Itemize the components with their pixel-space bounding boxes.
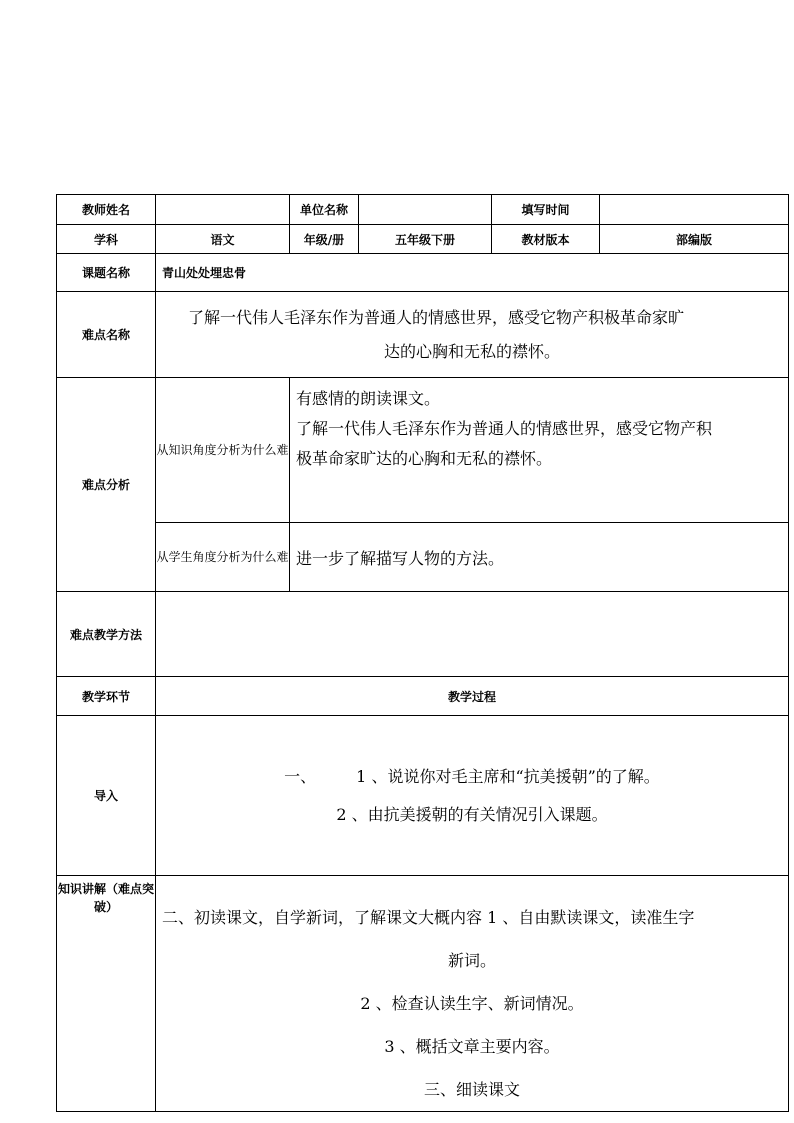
knowledge-line-1: 有感情的朗读课文。 [296,389,441,408]
difficulty-row [57,292,789,378]
explain-line-3: 2 、检查认读生字、新词情况。 [360,994,584,1013]
process-header-row [57,677,789,716]
edition-value: 部编版 [600,225,789,254]
fill-time-value [600,195,789,225]
explain-content [156,876,789,1112]
lesson-title-value: 青山处处埋忠骨 [156,254,789,292]
intro-label: 导入 [57,716,156,876]
subject-value: 语文 [156,225,290,254]
subject-label: 学科 [57,225,156,254]
header-row-2 [57,225,789,254]
teacher-name-value [156,195,290,225]
edition-label: 教材版本 [492,225,600,254]
analysis-knowledge-row [57,378,789,523]
intro-line-2: 2 、由抗美援朝的有关情况引入课题。 [336,804,608,824]
intro-line-1: 一、 1 、说说你对毛主席和“抗美援朝”的了解。 [284,766,660,786]
unit-name-label: 单位名称 [290,195,359,225]
explain-line-5: 三、细读课文 [423,1080,520,1099]
knowledge-line-2: 了解一代伟人毛泽东作为普通人的情感世界，感受它物产积 [296,419,713,438]
method-label: 难点教学方法 [57,592,156,677]
analysis-student-row [57,523,789,592]
difficulty-content [156,292,789,378]
process-header-label: 教学过程 [156,677,789,716]
knowledge-angle-content [290,378,789,523]
knowledge-line-3: 极革命家旷达的心胸和无私的襟怀。 [296,449,553,468]
stage-header-label: 教学环节 [57,677,156,716]
method-row [57,592,789,677]
teacher-name-label: 教师姓名 [57,195,156,225]
lesson-title-label: 课题名称 [57,254,156,292]
knowledge-angle-label: 从知识角度分析为什么难 [156,378,290,523]
student-angle-content: 进一步了解描写人物的方法。 [290,523,789,592]
lesson-plan-table [56,194,789,1112]
intro-row [57,716,789,876]
student-angle-label: 从学生角度分析为什么难 [156,523,290,592]
explain-line-1: 二、初读课文，自学新词，了解课文大概内容 1 、自由默读课文，读准生字 [162,908,695,927]
lesson-title-row [57,254,789,292]
explain-line-2: 新词。 [447,951,496,970]
analysis-label: 难点分析 [57,378,156,592]
difficulty-label: 难点名称 [57,292,156,378]
grade-label: 年级/册 [290,225,359,254]
method-value [156,592,789,677]
explain-label: 知识讲解（难点突破） [57,876,156,1112]
header-row-1 [57,195,789,225]
intro-content [156,716,789,876]
unit-name-value [359,195,492,225]
difficulty-line-2: 达的心胸和无私的襟怀。 [383,341,560,361]
explain-line-4: 3 、概括文章主要内容。 [384,1037,560,1056]
explain-row [57,876,789,1112]
fill-time-label: 填写时间 [492,195,600,225]
grade-value: 五年级下册 [359,225,492,254]
difficulty-line-1: 了解一代伟人毛泽东作为普通人的情感世界，感受它物产积极革命家旷 [188,307,685,327]
